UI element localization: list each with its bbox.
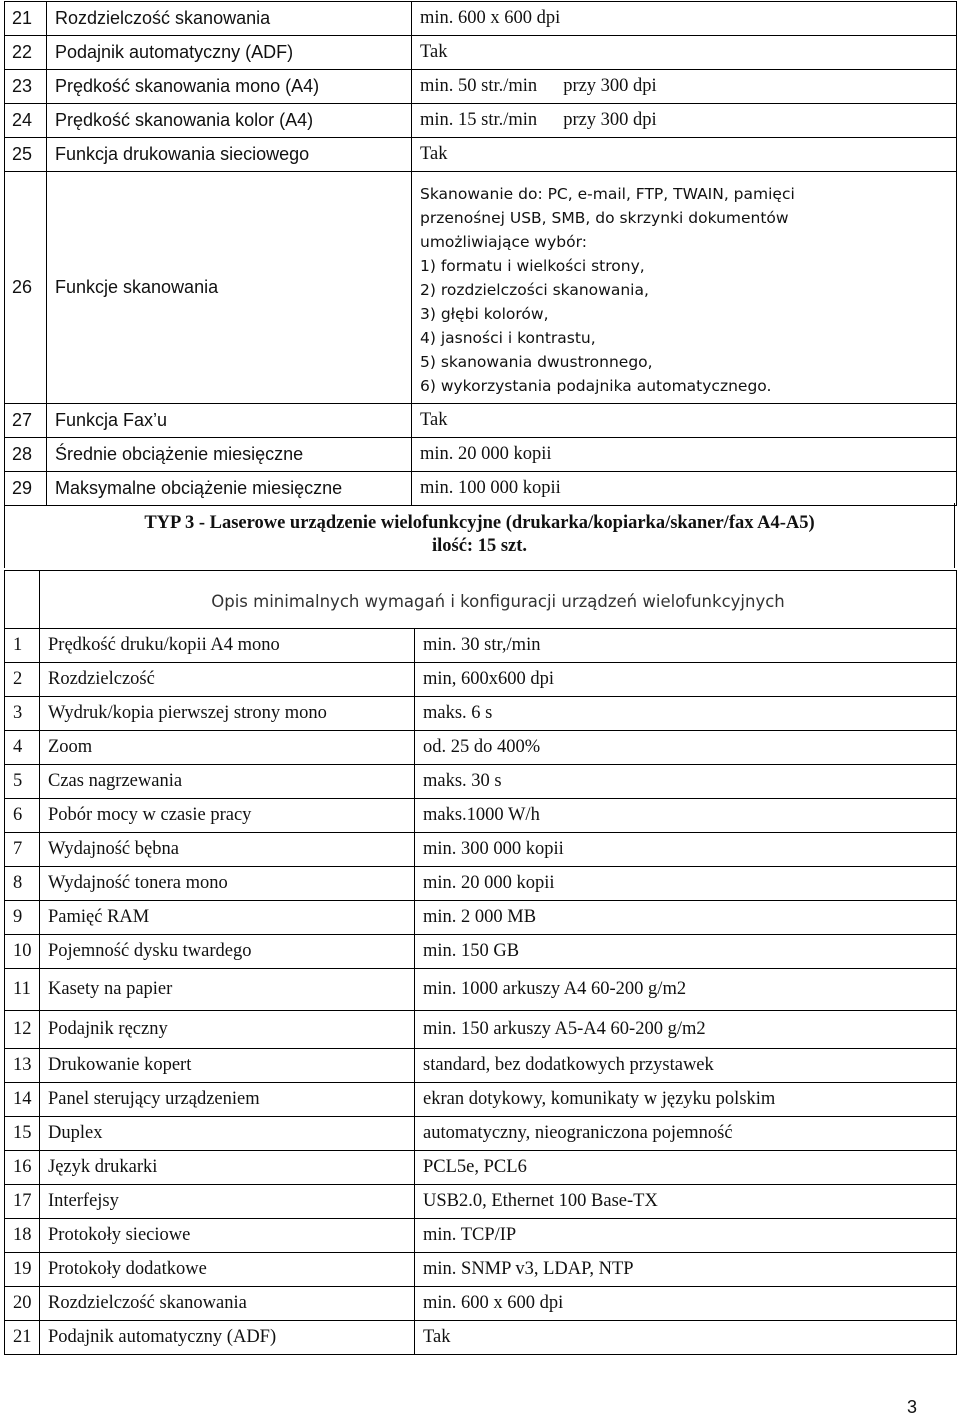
row-value: min. 150 GB (415, 935, 957, 969)
row-value: ekran dotykowy, komunikaty w języku polskim (415, 1083, 957, 1117)
row-name: Panel sterujący urządzeniem (40, 1083, 415, 1117)
table-body (5, 629, 957, 1355)
section-quantity: ilość: 15 szt. (431, 536, 528, 556)
row-number: 27 (5, 404, 47, 438)
row-value-multiline: Skanowanie do: PC, e-mail, FTP, TWAIN, pamięci przenośnej USB, SMB, do skrzynki dokumentów umożliwiające wybór: 1) formatu i wielkości strony, 2) rozdzielczości skanowania, 3) głębi kolorów, 4) jasności i kontrastu, 5) skanowania dwustronnego, 6) wykorzystania podajnika automatycznego. (412, 172, 957, 404)
table-row (5, 969, 957, 1011)
row-number: 16 (5, 1151, 40, 1185)
row-number: 11 (5, 969, 40, 1011)
row-number: 10 (5, 935, 40, 969)
row-number: 1 (5, 629, 40, 663)
row-name: Rozdzielczość (40, 663, 415, 697)
row-number: 22 (5, 36, 47, 70)
table-row (5, 867, 957, 901)
row-value: Tak (412, 404, 957, 438)
table-row (5, 1253, 957, 1287)
row-name: Protokoły dodatkowe (40, 1253, 415, 1287)
row-value: Tak (412, 36, 957, 70)
row-name: Pojemność dysku twardego (40, 935, 415, 969)
row-name: Prędkość skanowania kolor (A4) (47, 104, 412, 138)
page-number: 3 (906, 1397, 917, 1417)
row-value: Tak (415, 1321, 957, 1355)
table-row (5, 663, 957, 697)
row-number: 9 (5, 901, 40, 935)
row-value: min. 600 x 600 dpi (412, 2, 957, 36)
row-number: 24 (5, 104, 47, 138)
row-value: min. 1000 arkuszy A4 60-200 g/m2 (415, 969, 957, 1011)
row-name: Pobór mocy w czasie pracy (40, 799, 415, 833)
table-row (5, 2, 957, 36)
row-number: 20 (5, 1287, 40, 1321)
row-name: Kasety na papier (40, 969, 415, 1011)
row-name: Maksymalne obciążenie miesięczne (47, 472, 412, 506)
row-number: 28 (5, 438, 47, 472)
table-row (5, 1117, 957, 1151)
row-number: 8 (5, 867, 40, 901)
row-name: Duplex (40, 1117, 415, 1151)
row-value: min. 15 str./min (420, 110, 538, 130)
table-row (5, 833, 957, 867)
row-value: od. 25 do 400% (415, 731, 957, 765)
row-value: min. 2 000 MB (415, 901, 957, 935)
row-value: Tak (412, 138, 957, 172)
table-caption: Opis minimalnych wymagań i konfiguracji urządzeń wielofunkcyjnych (40, 571, 957, 629)
row-name: Protokoły sieciowe (40, 1219, 415, 1253)
row-value: PCL5e, PCL6 (415, 1151, 957, 1185)
row-value-extra: przy 300 dpi (563, 76, 657, 96)
row-name: Język drukarki (40, 1151, 415, 1185)
row-number: 21 (5, 1321, 40, 1355)
table-row (5, 629, 957, 663)
row-name: Prędkość druku/kopii A4 mono (40, 629, 415, 663)
row-value: min. 50 str./min (420, 76, 538, 96)
spec-table-typ3 (4, 570, 957, 1355)
row-name: Średnie obciążenie miesięczne (47, 438, 412, 472)
row-value: min. 30 str,/min (415, 629, 957, 663)
section-title: TYP 3 - Laserowe urządzenie wielofunkcyjne (drukarka/kopiarka/skaner/fax A4-A5) (144, 513, 815, 533)
row-number: 23 (5, 70, 47, 104)
table-row (5, 765, 957, 799)
table-row (5, 1151, 957, 1185)
row-value: min. SNMP v3, LDAP, NTP (415, 1253, 957, 1287)
row-value: min. 20 000 kopii (412, 438, 957, 472)
row-number: 15 (5, 1117, 40, 1151)
table-row (5, 1011, 957, 1049)
row-name: Funkcja Fax’u (47, 404, 412, 438)
row-number: 26 (5, 172, 47, 404)
row-name: Pamięć RAM (40, 901, 415, 935)
row-value-extra: przy 300 dpi (563, 110, 657, 130)
row-number: 5 (5, 765, 40, 799)
table-row (5, 935, 957, 969)
table-row (5, 70, 957, 104)
row-value: min, 600x600 dpi (415, 663, 957, 697)
row-name: Rozdzielczość skanowania (40, 1287, 415, 1321)
row-value: maks. 6 s (415, 697, 957, 731)
row-number: 25 (5, 138, 47, 172)
row-name: Prędkość skanowania mono (A4) (47, 70, 412, 104)
row-name: Wydruk/kopia pierwszej strony mono (40, 697, 415, 731)
table-row (5, 1049, 957, 1083)
row-number: 14 (5, 1083, 40, 1117)
row-value: min. 20 000 kopii (415, 867, 957, 901)
row-value: min. 600 x 600 dpi (415, 1287, 957, 1321)
row-number: 19 (5, 1253, 40, 1287)
row-number: 6 (5, 799, 40, 833)
row-value: standard, bez dodatkowych przystawek (415, 1049, 957, 1083)
row-value: maks. 30 s (415, 765, 957, 799)
table-row (5, 104, 957, 138)
row-number: 3 (5, 697, 40, 731)
table-row (5, 438, 957, 472)
spec-table-continued (4, 1, 957, 506)
caption-empty-cell (5, 571, 40, 629)
row-value-cell (412, 104, 957, 138)
table-row (5, 138, 957, 172)
table-row (5, 1321, 957, 1355)
row-number: 21 (5, 2, 47, 36)
table-caption-row (5, 571, 957, 629)
row-value: automatyczny, nieograniczona pojemność (415, 1117, 957, 1151)
row-name: Czas nagrzewania (40, 765, 415, 799)
row-name: Podajnik ręczny (40, 1011, 415, 1049)
table-row (5, 36, 957, 70)
table-row (5, 1219, 957, 1253)
table-row (5, 1083, 957, 1117)
row-name: Wydajność tonera mono (40, 867, 415, 901)
row-name: Funkcja drukowania sieciowego (47, 138, 412, 172)
table-row (5, 404, 957, 438)
row-name: Drukowanie kopert (40, 1049, 415, 1083)
row-value-cell (412, 70, 957, 104)
row-number: 18 (5, 1219, 40, 1253)
row-name: Zoom (40, 731, 415, 765)
row-name: Podajnik automatyczny (ADF) (47, 36, 412, 70)
table-row (5, 1287, 957, 1321)
row-value: min. 150 arkuszy A5-A4 60-200 g/m2 (415, 1011, 957, 1049)
row-value: USB2.0, Ethernet 100 Base-TX (415, 1185, 957, 1219)
row-name: Interfejsy (40, 1185, 415, 1219)
row-value: min. 100 000 kopii (412, 472, 957, 506)
row-number: 12 (5, 1011, 40, 1049)
table-row (5, 172, 957, 404)
row-value: maks.1000 W/h (415, 799, 957, 833)
table-row (5, 731, 957, 765)
table-row (5, 697, 957, 731)
row-value: min. 300 000 kopii (415, 833, 957, 867)
row-name: Podajnik automatyczny (ADF) (40, 1321, 415, 1355)
row-name: Rozdzielczość skanowania (47, 2, 412, 36)
row-name: Funkcje skanowania (47, 172, 412, 404)
row-number: 29 (5, 472, 47, 506)
row-name: Wydajność bębna (40, 833, 415, 867)
row-number: 2 (5, 663, 40, 697)
row-number: 17 (5, 1185, 40, 1219)
table-row (5, 799, 957, 833)
section-header (4, 503, 955, 568)
row-value: min. TCP/IP (415, 1219, 957, 1253)
row-number: 7 (5, 833, 40, 867)
row-number: 13 (5, 1049, 40, 1083)
table-row (5, 1185, 957, 1219)
table-row (5, 901, 957, 935)
row-number: 4 (5, 731, 40, 765)
table-row (5, 472, 957, 506)
